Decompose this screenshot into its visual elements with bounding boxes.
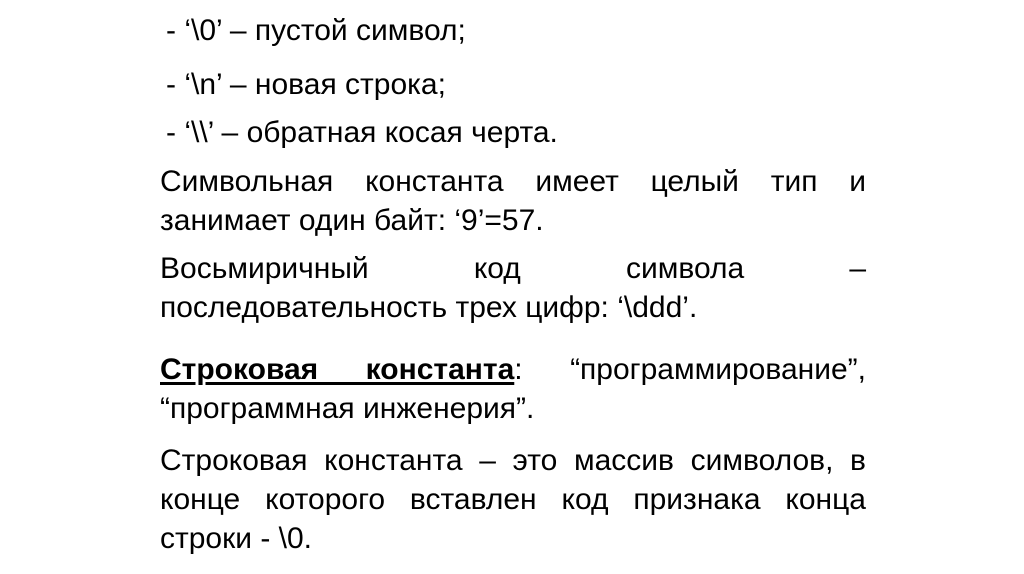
string-constant-term: Строковая константа: [160, 353, 515, 386]
char-constant-line-1: Символьная константа имеет целый тип и: [160, 165, 866, 198]
string-definition-line-3: строки - \0.: [160, 522, 313, 555]
escape-item-null: - ‘\0’ – пустой символ;: [166, 14, 466, 47]
string-constant-example-2: “программная инженерия”.: [160, 392, 535, 425]
string-definition-paragraph: [160, 441, 866, 558]
octal-code-paragraph: [160, 249, 866, 327]
string-constant-example-1: “программирование”,: [570, 353, 866, 386]
string-definition-line-1: Строковая константа – это массив символов, в: [160, 444, 866, 477]
string-constant-line-1: [160, 350, 866, 389]
char-constant-line-2: занимает один байт: ‘9’=57.: [160, 204, 544, 237]
octal-code-line-1: Восьмиричный код символа –: [160, 252, 866, 285]
string-constant-paragraph: [160, 350, 866, 428]
escape-item-backslash: - ‘\\’ – обратная косая черта.: [166, 116, 558, 149]
string-definition-line-2: конце которого вставлен код признака конца: [160, 483, 866, 516]
char-constant-paragraph: [160, 162, 866, 240]
octal-code-line-2: последовательность трех цифр: ‘\ddd’.: [160, 291, 698, 324]
string-constant-colon: :: [514, 353, 523, 386]
escape-item-newline: - ‘\n’ – новая строка;: [166, 68, 446, 101]
